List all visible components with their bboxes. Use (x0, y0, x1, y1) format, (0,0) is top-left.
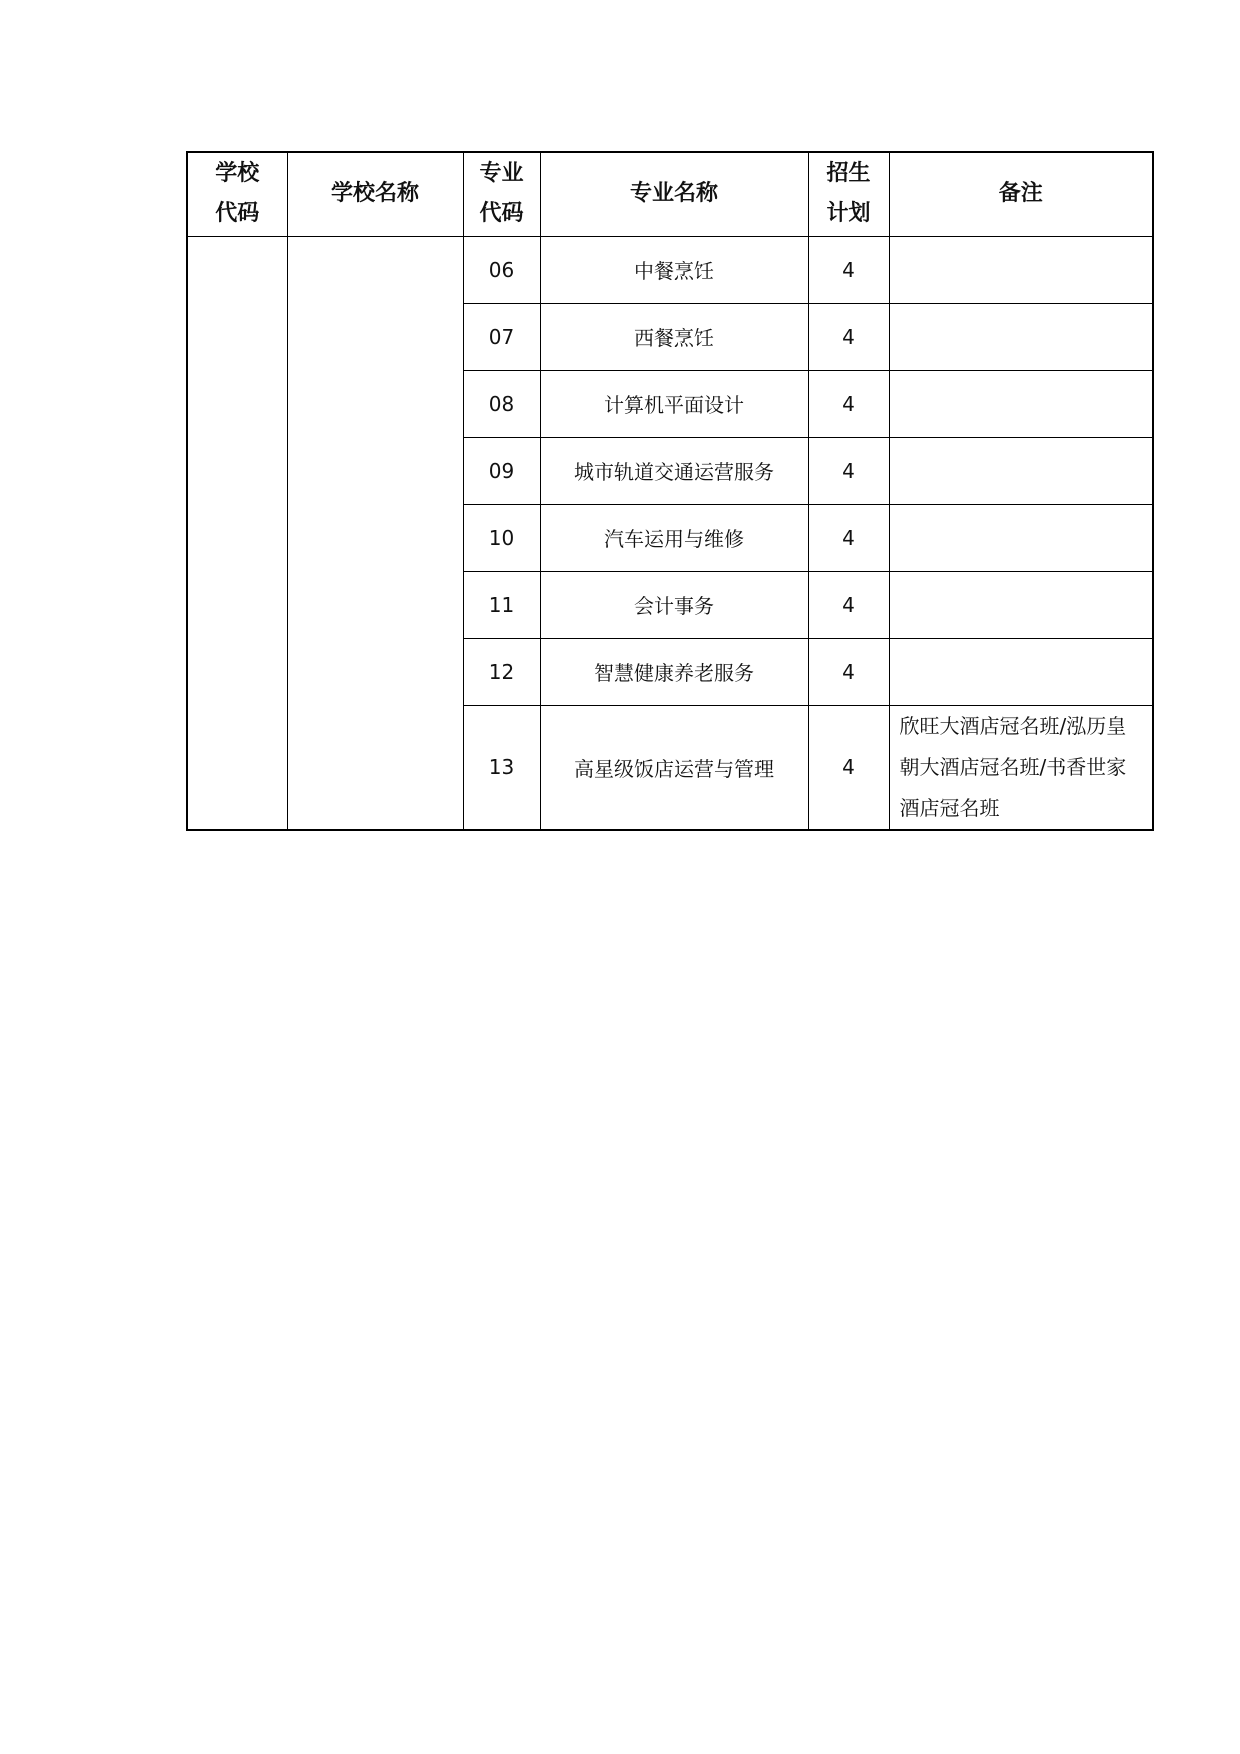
major-name-cell: 中餐烹饪 (540, 236, 808, 303)
header-school-code: 学校 代码 (187, 152, 287, 236)
major-code-cell: 06 (463, 236, 540, 303)
plan-cell: 4 (808, 303, 889, 370)
major-name-cell: 会计事务 (540, 571, 808, 638)
header-plan: 招生 计划 (808, 152, 889, 236)
major-code-cell: 11 (463, 571, 540, 638)
remark-cell (889, 303, 1153, 370)
major-name-cell: 西餐烹饪 (540, 303, 808, 370)
plan-cell: 4 (808, 437, 889, 504)
remark-cell (889, 571, 1153, 638)
remark-cell (889, 236, 1153, 303)
header-major-code: 专业 代码 (463, 152, 540, 236)
plan-cell: 4 (808, 571, 889, 638)
remark-cell (889, 638, 1153, 705)
remark-cell: 欣旺大酒店冠名班/泓历皇朝大酒店冠名班/书香世家酒店冠名班 (889, 705, 1153, 830)
remark-cell (889, 437, 1153, 504)
school-code-cell (187, 236, 287, 830)
header-remark: 备注 (889, 152, 1153, 236)
table-row (187, 236, 1153, 303)
major-name-cell: 智慧健康养老服务 (540, 638, 808, 705)
major-code-cell: 07 (463, 303, 540, 370)
plan-cell: 4 (808, 370, 889, 437)
major-code-cell: 13 (463, 705, 540, 830)
major-name-cell: 城市轨道交通运营服务 (540, 437, 808, 504)
plan-cell: 4 (808, 705, 889, 830)
plan-cell: 4 (808, 638, 889, 705)
plan-cell: 4 (808, 504, 889, 571)
header-school-name: 学校名称 (287, 152, 463, 236)
major-name-cell: 高星级饭店运营与管理 (540, 705, 808, 830)
remark-cell (889, 504, 1153, 571)
major-code-cell: 10 (463, 504, 540, 571)
remark-cell (889, 370, 1153, 437)
school-name-cell (287, 236, 463, 830)
table-header-row (187, 152, 1153, 236)
major-code-cell: 12 (463, 638, 540, 705)
plan-cell: 4 (808, 236, 889, 303)
enrollment-table (186, 151, 1154, 831)
header-major-name: 专业名称 (540, 152, 808, 236)
major-name-cell: 计算机平面设计 (540, 370, 808, 437)
major-code-cell: 08 (463, 370, 540, 437)
enrollment-table-container (186, 151, 1154, 831)
major-code-cell: 09 (463, 437, 540, 504)
major-name-cell: 汽车运用与维修 (540, 504, 808, 571)
